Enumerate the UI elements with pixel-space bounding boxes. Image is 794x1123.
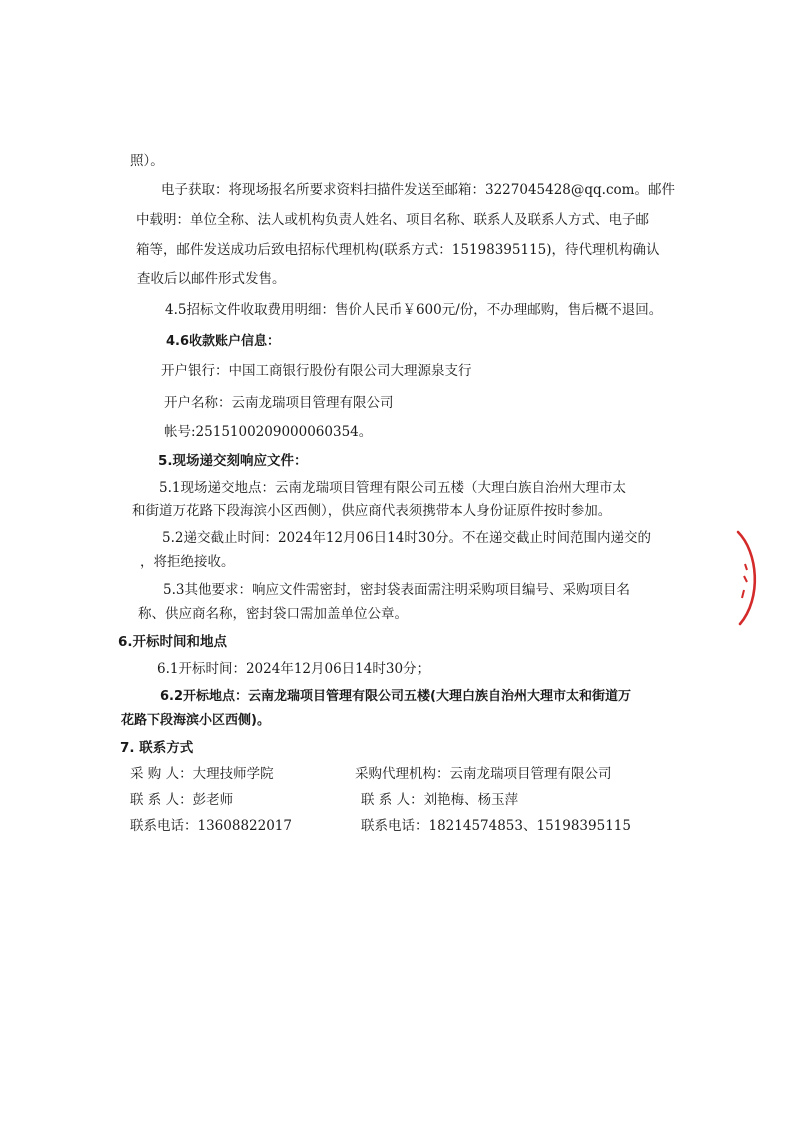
text-line-13: 5.2递交截止时间：2024年12月06日14时30分。不在递交截止时间范围内递交的 (162, 530, 652, 546)
text-line-19: 6.2开标地点：云南龙瑞项目管理有限公司五楼(大理白族自治州大理市太和街道万 (160, 689, 631, 704)
contact-left-value: 彭老师 (192, 792, 234, 808)
contact-left-label: 联 系 人： (130, 792, 193, 808)
text-line-2: 中载明：单位全称、法人或机构负责人姓名、项目名称、联系人及联系人方式、电子邮 (136, 212, 649, 228)
text-line-3: 箱等，邮件发送成功后致电招标代理机构(联系方式：15198395115)，待代理机构确认 (136, 242, 660, 258)
section-6-heading: 6.开标时间和地点 (118, 634, 228, 650)
text-line-0: 照）。 (130, 153, 164, 169)
text-line-16: 称、供应商名称，密封袋口需加盖单位公章。 (138, 606, 408, 622)
phone-right-value: 18214574853、15198395115 (428, 818, 631, 834)
phone-left-label: 联系电话： (130, 818, 198, 834)
agent-row (355, 765, 612, 783)
buyer-row (130, 765, 274, 783)
phone-left-value: 13608822017 (197, 818, 292, 834)
text-line-5: 4.5招标文件收取费用明细：售价人民币￥600元/份，不办理邮购，售后概不退回。 (165, 302, 663, 318)
phone-left-row (130, 817, 292, 835)
text-line-20: 花路下段海滨小区西侧)。 (121, 713, 270, 728)
seal-stamp-edge-icon (732, 528, 772, 628)
text-line-12: 和街道万花路下段海滨小区西侧），供应商代表须携带本人身份证原件按时参加。 (132, 503, 612, 519)
text-line-9: 帐号:2515100209000060354。 (164, 424, 373, 440)
text-line-11: 5.1现场递交地点：云南龙瑞项目管理有限公司五楼（大理白族自治州大理市太 (159, 480, 626, 496)
text-line-15: 5.3其他要求：响应文件需密封，密封袋表面需注明采购项目编号、采购项目名 (163, 582, 630, 598)
section-7-heading: 7. 联系方式 (120, 740, 194, 756)
contact-left-row (130, 791, 233, 809)
contact-right-value: 刘艳梅、杨玉萍 (423, 792, 519, 808)
text-line-4: 查收后以邮件形式发售。 (137, 271, 286, 287)
text-line-8: 开户名称：云南龙瑞项目管理有限公司 (164, 395, 394, 411)
buyer-value: 大理技师学院 (192, 766, 274, 782)
text-line-1: 电子获取：将现场报名所要求资料扫描件发送至邮箱：3227045428@qq.com。邮件 (161, 182, 675, 198)
agent-value: 云南龙瑞项目管理有限公司 (449, 766, 612, 782)
buyer-label: 采 购 人： (130, 766, 193, 782)
text-line-14: ，将拒绝接收。 (140, 554, 235, 570)
contact-right-row (361, 791, 518, 809)
phone-right-row (361, 817, 631, 835)
section-5-heading: 5.现场递交刻响应文件： (158, 453, 308, 469)
contact-right-label: 联 系 人： (361, 792, 424, 808)
text-line-6: 4.6收款账户信息： (166, 334, 281, 349)
phone-right-label: 联系电话： (361, 818, 429, 834)
text-line-7: 开户银行：中国工商银行股份有限公司大理源泉支行 (161, 363, 472, 379)
agent-label: 采购代理机构： (355, 766, 450, 782)
text-line-18: 6.1开标时间：2024年12月06日14时30分； (157, 661, 431, 677)
